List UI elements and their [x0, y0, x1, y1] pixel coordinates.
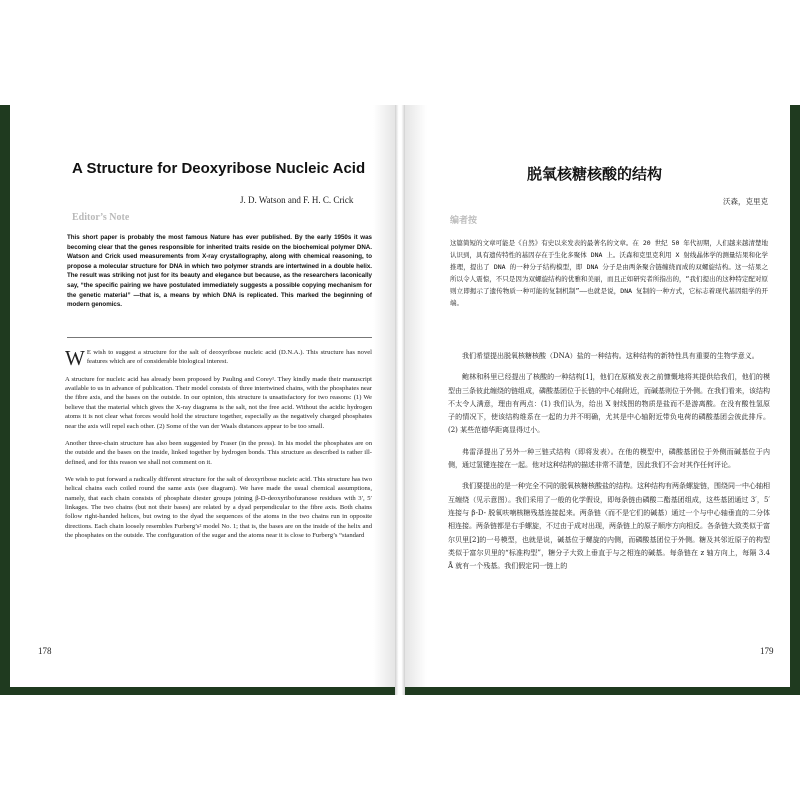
section-divider [67, 337, 372, 338]
editor-note-body-zh: 这篇简短的文章可能是《自然》有史以来发表的最著名的文章。在 20 世纪 50 年代初期，人们越来越清楚地认识到，具有遗传特性的基因存在于生化多聚体 DNA 上。沃森和克里克利用 X 射线晶体学的测量结果和化学推理，提出了 DNA 的一种分子结构模型，即 DNA 分子是由两条聚合链缠绕而成的双螺旋结构。这一结果之所以令人震惊，不只是因为双螺旋结构的优雅和美丽，而且正如研究者所指出的，“我们提出的这种特定配对原则立即揭示了遗传物质一种可能的复制机制”——也就是说，DNA 复制的一种方式，它标志着现代基因组学的开端。 [450, 239, 768, 308]
paragraph-2: A structure for nucleic acid has already been proposed by Pauling and Corey¹. They kindly made their manuscript available to us in advance of publication. Their model consists of three intertwined chains, with the phosphates near the fibre axis, and the bases on the outside. In our opinion, this structure is unsatisfactory for two reasons: (1) We believe that the material which gives the X-ray diagrams is the salt, not the free acid. Without the acidic hydrogen atoms it is not clear what forces would hold the structure together, especially as the negatively charged phosphates near the axis will repel each other. (2) Some of the van der Waals distances appear to be too small. [65, 375, 372, 430]
article-body-en [65, 348, 372, 548]
book-spread [0, 105, 800, 695]
book-gutter [395, 105, 405, 695]
right-page-gutter-shadow [405, 105, 427, 687]
paragraph-1-text: E wish to suggest a structure for the salt of deoxyribose nucleic acid (D.N.A.). This structure has novel features which are of considerable biological interest. [86, 349, 372, 366]
paragraph-1 [65, 346, 372, 370]
article-body-zh [448, 350, 770, 581]
paragraph-3-zh: 弗雷泽提出了另外一种三链式结构（即将发表）。在他的模型中，磷酸基团位于外侧而碱基位于内侧，通过氢键连接在一起。他对这种结构的描述非常不清楚，因此我们不会对其作任何评论。 [448, 447, 770, 470]
left-page [10, 105, 395, 687]
paragraph-4: We wish to put forward a radically different structure for the salt of deoxyribose nucleic acid. This structure has two helical chains each coiled round the same axis (see diagram). We have made the usual chemical assumptions, namely, that each chain consists of phosphate diester groups joining β-D-deoxyribofuranose residues with 3′, 5′ linkages. The two chains (but not their bases) are related by a dyad perpendicular to the fibre axis. Both chains follow right-handed helices, but owing to the dyad the sequences of the atoms in the two chains run in opposite directions. Each chain loosely resembles Furberg’s² model No. 1; that is, the bases are on the inside of the helix and the phosphates on the outside. The configuration of the sugar and the atoms near it is close to Furberg’s “standard [65, 475, 372, 540]
paragraph-3: Another three-chain structure has also been suggested by Fraser (in the press). In his model the phosphates are on the outside and the bases on the inside, linked together by hydrogen bonds. This structure as described is rather ill-defined, and for this reason we shall not comment on it. [65, 439, 372, 466]
paragraph-1-zh: 我们希望提出脱氧核糖核酸（DNA）盐的一种结构。这种结构的新特性具有重要的生物学意义。 [462, 352, 759, 360]
editor-note-heading-zh: 编者按 [450, 216, 478, 226]
page-number-left: 178 [38, 646, 52, 656]
right-page [405, 105, 790, 687]
article-title-en: A Structure for Deoxyribose Nucleic Acid [72, 160, 366, 177]
paragraph-2-zh: 鲍林和科里已经提出了核酸的一种结构[1]，他们在原稿发表之前慷慨地将其提供给我们，他们的模型由三条彼此缠绕的链组成，磷酸基团位于长链的中心轴附近，而碱基则位于外侧。在我们看来，该结构不太令人满意，理由有两点：(1) 我们认为，给出 X 射线图的物质是盐而不是游离酸。在没有酸性氢原子的情况下，使该结构维系在一起的力并不明确，尤其是中心轴附近带负电荷的磷酸基团会彼此排斥。(2) 某些范德华距离显得过小。 [448, 373, 770, 435]
authors-zh: 沃森，克里克 [723, 197, 768, 206]
paragraph-4-zh: 我们要提出的是一种完全不同的脱氧核糖核酸盐的结构。这种结构有两条螺旋链，围绕同一中心轴相互缠绕（见示意图）。我们采用了一般的化学假设，即每条链由磷酸二酯基团组成，这些基团通过 3′，5′ 连接与 β-D- 脱氧呋喃核糖残基连接起来。两条链（而不是它们的碱基）通过一个与中心轴垂直的二分体相连接。两条链都是右手螺旋，不过由于成对出现，两条链上的原子顺序方向相反。各条链大致类似于富尔贝里[2]的一号模型，也就是说，碱基位于螺旋的内侧，而磷酸基团位于外侧。糖及其邻近原子的构型类似于富尔贝里的“标准构型”，糖分子大致上垂直于与之相连的碱基。每条链在 z 轴方向上，每隔 3.4 Å 就有一个残基。我们假定同一链上的 [448, 482, 770, 571]
authors-en: J. D. Watson and F. H. C. Crick [240, 195, 354, 205]
editor-note-heading-en: Editor’s Note [72, 212, 130, 223]
left-page-gutter-shadow [373, 105, 395, 687]
page-number-right: 179 [760, 646, 774, 656]
drop-cap: W [65, 346, 85, 370]
article-title-zh: 脱氧核糖核酸的结构 [527, 165, 663, 183]
editor-note-body-en: This short paper is probably the most famous Nature has ever published. By the early 1950s it was becoming clear that the genes responsible for inherited traits reside on the biochemical polymer DNA. Watson and Crick used measurements from X-ray crystallography, along with chemical reasoning, to propose a molecular structure for DNA in which two polymer strands are intertwined in a double helix. The result was striking not just for its beauty and elegance but because, as the researchers laconically say, “the specific pairing we have postulated immediately suggests a possible copying mechanism for the genetic material” —that is, a means by which DNA is replicated. This marked the beginning of modern genomics. [67, 234, 372, 309]
